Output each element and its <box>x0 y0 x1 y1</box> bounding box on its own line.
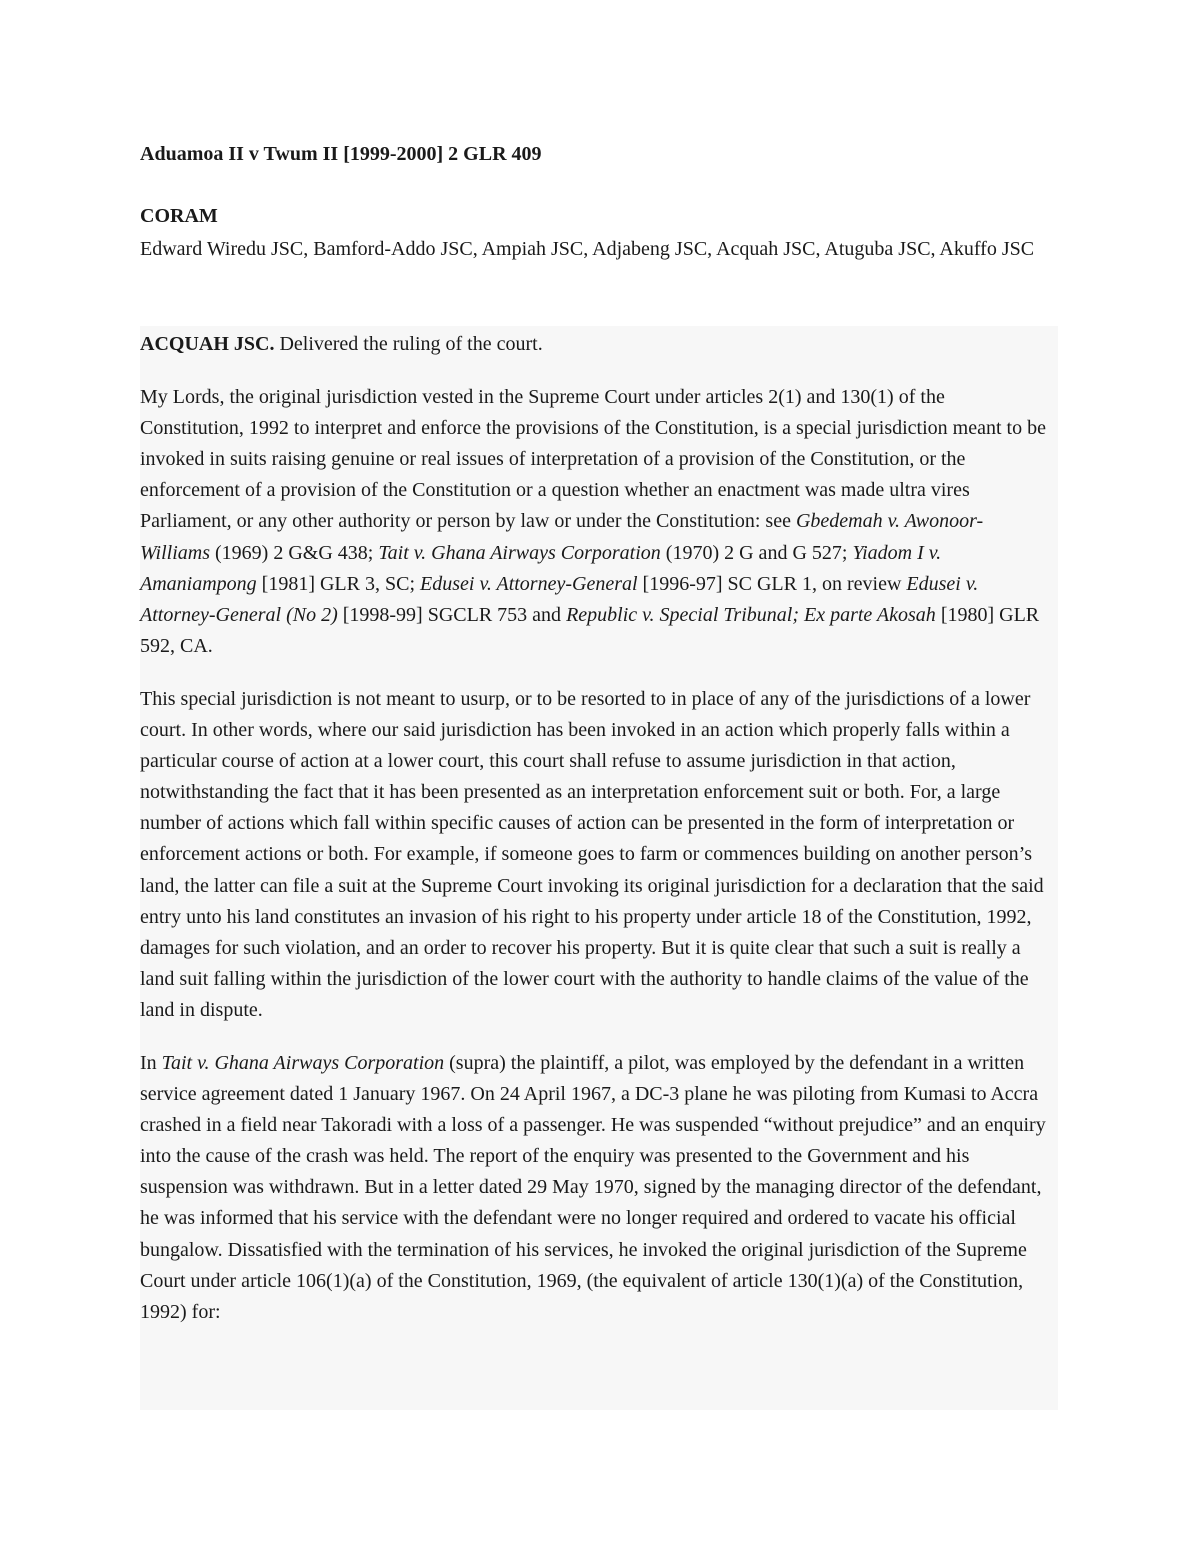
case-citation: Tait v. Ghana Airways Corporation <box>378 541 661 564</box>
ruling-intro-text: Delivered the ruling of the court. <box>274 333 543 355</box>
text-run: [1980] GLR 592, CA. <box>140 603 1040 657</box>
coram-heading: CORAM <box>140 205 218 227</box>
text-run: (1969) 2 G&G 438; <box>210 541 379 564</box>
case-citation: Tait v. Ghana Airways Corporation <box>161 1051 445 1074</box>
text-run: (supra) the plaintiff, a pilot, was employed by the defendant in a written service agreement dated 1 January 1967. On 24 April 1967, a DC-3 plane he was piloting from Kumasi to Accra crashed in a field near Takoradi with a loss of a passenger. He was suspended “without prejudice” and an enquiry into the cause of the crash was held. The report of the enquiry was presented to the Government and his suspension was withdrawn. But in a letter dated 29 May 1970, signed by the managing director of the defendant, he was informed that his service with the defendant were no longer required and ordered to vacate his official bungalow. Dissatisfied with the termination of his services, he invoked the original jurisdiction of the Supreme Court under article 106(1)(a) of the Constitution, 1969, (the equivalent of article 130(1)(a) of the Constitution, 1992) for: <box>140 1051 1046 1323</box>
ruling-paragraph-1 <box>140 382 1052 662</box>
text-run: [1998-99] SGCLR 753 and <box>337 603 567 626</box>
text-run: In <box>140 1051 162 1074</box>
coram-judges: Edward Wiredu JSC, Bamford-Addo JSC, Ampiah JSC, Adjabeng JSC, Acquah JSC, Atuguba JSC, Akuffo JSC <box>140 238 1035 260</box>
ruling-section <box>140 326 1058 1410</box>
case-citation: Edusei v. Attorney-General <box>420 572 638 595</box>
case-citation: Edusei v. Attorney-General (No 2) <box>140 572 979 626</box>
text-run: (1970) 2 G and G 527; <box>660 541 853 564</box>
case-title: Aduamoa II v Twum II [1999-2000] 2 GLR 409 <box>140 143 542 165</box>
ruling-intro <box>140 329 1052 360</box>
case-citation: Gbedemah v. Awonoor-Williams <box>140 510 984 564</box>
case-citation: Republic v. Special Tribunal; Ex parte Akosah <box>566 603 936 626</box>
text-run: [1996-97] SC GLR 1, on review <box>637 572 907 595</box>
text-run: My Lords, the original jurisdiction vested in the Supreme Court under articles 2(1) and 130(1) of the Constitution, 1992 to interpret and enforce the provisions of the Constitution, is a special jurisdiction meant to be invoked in suits raising genuine or real issues of interpretation of a provision of the Constitution, or the enforcement of a provision of the Constitution or a question whether an enactment was made ultra vires Parliament, or any other authority or person by law or under the Constitution: see <box>140 386 1046 533</box>
case-citation: Yiadom I v. Amaniampong <box>140 541 942 595</box>
ruling-paragraph-3 <box>140 1048 1052 1328</box>
text-run: [1981] GLR 3, SC; <box>256 572 421 595</box>
delivering-judge: ACQUAH JSC. <box>140 333 275 355</box>
ruling-paragraph-2: This special jurisdiction is not meant to usurp, or to be resorted to in place of any of the jurisdictions of a lower court. In other words, where our said jurisdiction has been invoked in an action which properly falls within a particular course of action at a lower court, this court shall refuse to assume jurisdiction in that action, notwithstanding the fact that it has been presented as an interpretation enforcement suit or both. For, a large number of actions which fall within specific causes of action can be presented in the form of interpretation or enforcement actions or both. For example, if someone goes to farm or commences building on another person’s land, the latter can file a suit at the Supreme Court invoking its original jurisdiction for a declaration that the said entry unto his land constitutes an invasion of his right to his property under article 18 of the Constitution, 1992, damages for such violation, and an order to recover his property. But it is quite clear that such a suit is really a land suit falling within the jurisdiction of the lower court with the authority to handle claims of the value of the land in dispute. <box>140 687 1044 1021</box>
